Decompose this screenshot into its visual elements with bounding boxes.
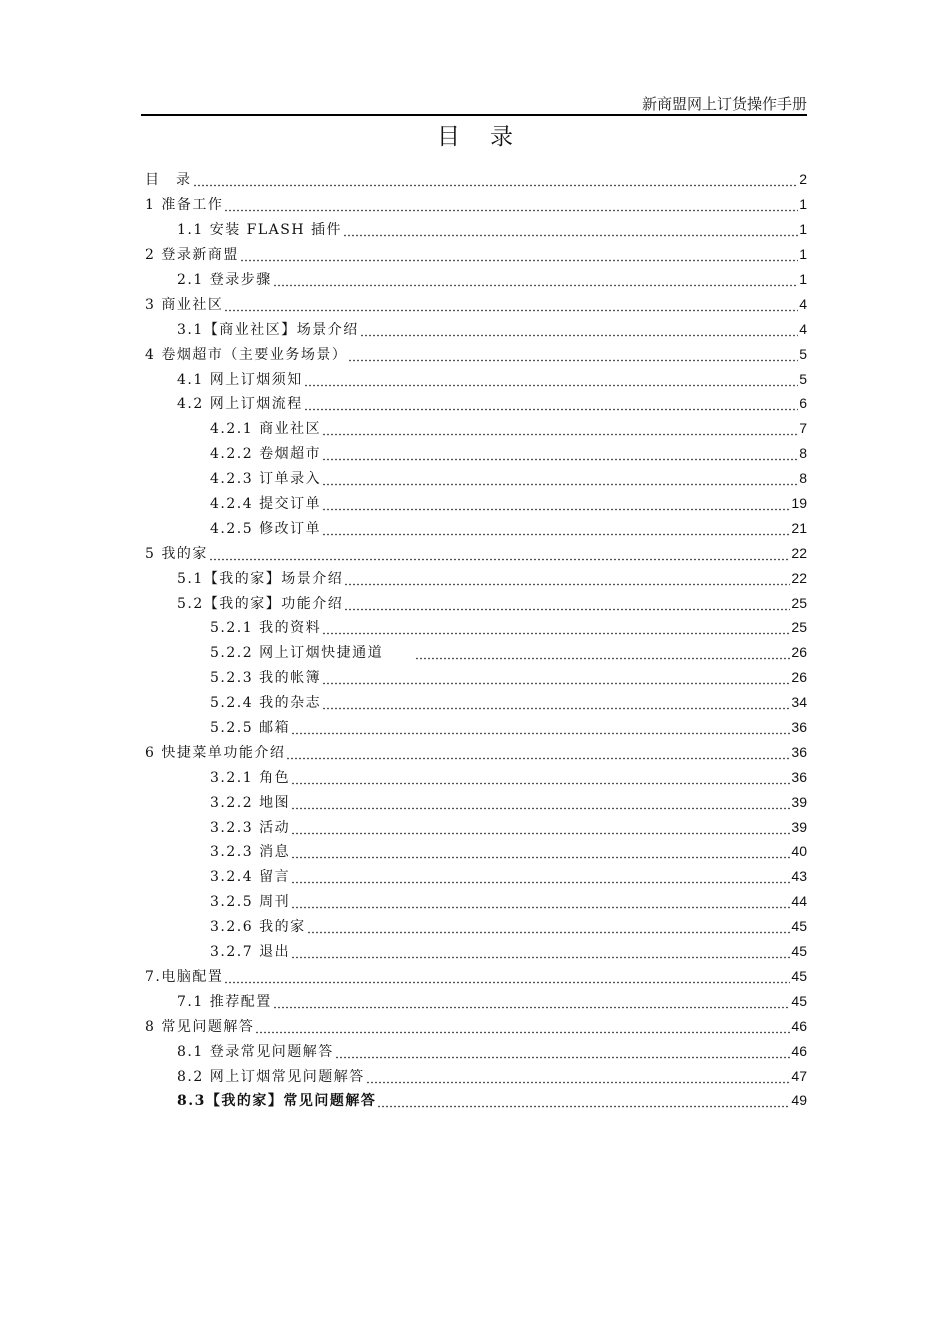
toc-entry[interactable]: [145, 590, 807, 615]
toc-entry[interactable]: [145, 988, 807, 1013]
toc-entry-title: 3.2.1 角色: [210, 769, 291, 786]
dot-leader: [273, 277, 798, 287]
toc-entry-title: 5.2.5 邮箱: [210, 720, 291, 737]
toc-entry-title: 3.2.4 留言: [210, 869, 291, 886]
toc-entry-page-number: 21: [791, 519, 807, 536]
toc-entry-page-number: 22: [791, 544, 807, 561]
toc-entry[interactable]: [145, 914, 807, 939]
toc-entry[interactable]: [145, 739, 807, 764]
dot-leader: [322, 501, 790, 511]
toc-entry-page-number: 5: [799, 370, 807, 387]
toc-entry-page-number: 46: [791, 1017, 807, 1034]
dot-leader: [322, 625, 790, 635]
dot-leader: [255, 1024, 790, 1034]
toc-entry[interactable]: [145, 839, 807, 864]
dot-leader: [224, 302, 798, 312]
toc-entry[interactable]: [145, 665, 807, 690]
dot-leader: [291, 775, 790, 785]
toc-entry[interactable]: [145, 939, 807, 964]
dot-leader: [348, 352, 798, 362]
toc-entry-page-number: 1: [799, 246, 807, 263]
toc-entry-title: 4.2.1 商业社区: [210, 421, 322, 438]
toc-entry[interactable]: [145, 192, 807, 217]
toc-entry-title: 4.2.3 订单录入: [210, 471, 322, 488]
toc-entry-page-number: 25: [791, 619, 807, 636]
toc-entry-title: 3.1【商业社区】场景介绍: [177, 321, 359, 338]
dot-leader: [209, 551, 791, 561]
table-of-contents: [145, 167, 807, 1113]
toc-entry[interactable]: [145, 889, 807, 914]
toc-entry-title: 2.1 登录步骤: [177, 272, 272, 288]
dot-leader: [415, 650, 790, 660]
toc-entry-page-number: 36: [791, 743, 807, 760]
toc-entry-title: 4.2 网上订烟流程: [177, 396, 303, 413]
toc-entry-title: 2 登录新商盟: [145, 247, 239, 264]
toc-entry[interactable]: [145, 789, 807, 814]
toc-entry[interactable]: [145, 341, 807, 366]
toc-entry-title: 8.2 网上订烟常见问题解答: [177, 1068, 365, 1085]
toc-entry-title: 8 常见问题解答: [145, 1018, 255, 1035]
toc-entry[interactable]: [145, 1038, 807, 1063]
toc-entry-title: 1 准备工作: [145, 197, 224, 214]
toc-entry[interactable]: [145, 690, 807, 715]
toc-entry[interactable]: [145, 964, 807, 989]
dot-leader: [291, 849, 790, 859]
toc-entry-title: 7.1 推荐配置: [177, 993, 272, 1010]
toc-entry-title: 8.1 登录常见问题解答: [177, 1043, 334, 1060]
dot-leader: [307, 924, 791, 934]
toc-entry-page-number: 26: [791, 669, 807, 686]
toc-entry-title: 3 商业社区: [145, 296, 224, 313]
dot-leader: [344, 576, 790, 586]
toc-entry-page-number: 43: [791, 868, 807, 885]
toc-entry[interactable]: [145, 565, 807, 590]
toc-entry-page-number: 34: [791, 694, 807, 711]
toc-entry-title: 5 我的家: [145, 545, 208, 562]
toc-entry-title: 3.2.5 周刊: [210, 894, 291, 911]
dot-leader: [322, 675, 790, 685]
dot-leader: [224, 202, 798, 212]
toc-entry-page-number: 19: [791, 495, 807, 512]
toc-entry-title: 6 快捷菜单功能介绍: [145, 744, 286, 761]
dot-leader: [240, 252, 798, 262]
dot-leader: [322, 700, 790, 710]
toc-entry-page-number: 22: [791, 569, 807, 586]
dot-leader: [366, 1074, 791, 1084]
dot-leader: [344, 601, 790, 611]
toc-entry-page-number: 6: [799, 395, 807, 412]
toc-entry[interactable]: [145, 764, 807, 789]
toc-entry-page-number: 7: [799, 420, 807, 437]
toc-entry[interactable]: [145, 391, 807, 416]
toc-entry-page-number: 45: [791, 992, 807, 1009]
toc-entry-title: 4 卷烟超市（主要业务场景）: [145, 346, 348, 363]
dot-leader: [291, 949, 790, 959]
toc-entry-title: 5.2.3 我的帐簿: [210, 670, 322, 687]
toc-entry-title: 8.3【我的家】常见问题解答: [177, 1093, 377, 1110]
toc-entry-page-number: 8: [799, 445, 807, 462]
dot-leader: [377, 1098, 790, 1108]
toc-entry-title: 4.2.5 修改订单: [210, 520, 322, 537]
toc-entry-title: 3.2.3 活动: [210, 819, 291, 836]
toc-entry[interactable]: [145, 416, 807, 441]
dot-leader: [322, 526, 790, 536]
dot-leader: [193, 177, 799, 187]
toc-entry[interactable]: [145, 491, 807, 516]
dot-leader: [335, 1049, 791, 1059]
toc-entry-title: 目 录: [145, 172, 192, 189]
toc-entry-page-number: 39: [791, 818, 807, 835]
toc-entry-page-number: 45: [791, 967, 807, 984]
dot-leader: [291, 725, 790, 735]
toc-entry-page-number: 45: [791, 943, 807, 960]
dot-leader: [291, 800, 790, 810]
toc-entry[interactable]: [145, 441, 807, 466]
toc-entry-title: 4.1 网上订烟须知: [177, 371, 303, 388]
toc-entry-page-number: 1: [799, 271, 807, 287]
toc-entry-page-number: 2: [799, 171, 807, 188]
toc-entry[interactable]: [145, 615, 807, 640]
dot-leader: [322, 476, 798, 486]
toc-entry[interactable]: [145, 1063, 807, 1088]
toc-entry-title: 5.2.1 我的资料: [210, 620, 322, 637]
toc-entry-title: 4.2.2 卷烟超市: [210, 446, 322, 463]
toc-entry[interactable]: [145, 366, 807, 391]
toc-entry-page-number: 45: [791, 918, 807, 935]
toc-entry-page-number: 1: [799, 221, 807, 238]
toc-entry-title: 5.2【我的家】功能介绍: [177, 595, 344, 612]
toc-entry[interactable]: [145, 1013, 807, 1038]
toc-entry[interactable]: [145, 715, 807, 740]
dot-leader: [291, 825, 790, 835]
toc-entry-page-number: 49: [791, 1092, 807, 1109]
toc-entry[interactable]: [145, 814, 807, 839]
toc-entry-page-number: 39: [791, 793, 807, 810]
toc-entry[interactable]: [145, 291, 807, 316]
toc-entry[interactable]: [145, 864, 807, 889]
header-divider: [141, 114, 807, 116]
dot-leader: [322, 451, 798, 461]
toc-entry-page-number: 26: [791, 644, 807, 661]
dot-leader: [343, 227, 798, 237]
dot-leader: [304, 401, 798, 411]
toc-entry[interactable]: [145, 540, 807, 565]
toc-entry-page-number: 1: [799, 196, 807, 213]
toc-entry-page-number: 47: [791, 1067, 807, 1084]
toc-entry-title: 3.2.7 退出: [210, 944, 291, 961]
toc-entry-page-number: 36: [791, 719, 807, 736]
toc-entry[interactable]: [145, 167, 807, 192]
dot-leader: [322, 426, 798, 436]
dot-leader: [291, 874, 790, 884]
toc-entry-title: 5.2.2 网上订烟快捷通道: [210, 645, 415, 662]
toc-entry[interactable]: [145, 242, 807, 267]
dot-leader: [304, 377, 798, 387]
toc-entry-page-number: 8: [799, 470, 807, 487]
toc-entry-title: 3.2.2 地图: [210, 794, 291, 811]
toc-entry-title: 5.2.4 我的杂志: [210, 695, 322, 712]
toc-entry-page-number: 46: [791, 1042, 807, 1059]
toc-entry-page-number: 4: [799, 320, 807, 337]
toc-entry[interactable]: [145, 316, 807, 341]
toc-entry[interactable]: [145, 267, 807, 292]
dot-leader: [286, 750, 790, 760]
toc-entry[interactable]: [145, 515, 807, 540]
toc-entry-page-number: 25: [791, 594, 807, 611]
toc-entry-page-number: 40: [791, 843, 807, 860]
toc-entry-page-number: 5: [799, 345, 807, 362]
toc-entry-page-number: 44: [791, 893, 807, 910]
toc-entry-title: 3.2.3 消息: [210, 844, 291, 861]
toc-entry[interactable]: [145, 217, 807, 242]
dot-leader: [273, 999, 791, 1009]
toc-entry-page-number: 4: [799, 295, 807, 312]
toc-title: 目录: [437, 124, 543, 150]
toc-entry-title: 7.电脑配置: [145, 968, 224, 985]
dot-leader: [224, 974, 790, 984]
dot-leader: [291, 899, 790, 909]
toc-entry[interactable]: [145, 640, 807, 665]
dot-leader: [360, 327, 798, 337]
toc-entry-title: 4.2.4 提交订单: [210, 496, 322, 513]
running-header: 新商盟网上订货操作手册: [641, 95, 807, 113]
toc-entry[interactable]: [145, 1088, 807, 1113]
toc-entry[interactable]: [145, 466, 807, 491]
toc-entry-title: 3.2.6 我的家: [210, 919, 306, 936]
toc-entry-title: 5.1【我的家】场景介绍: [177, 570, 344, 587]
toc-entry-page-number: 36: [791, 768, 807, 785]
toc-entry-title: 1.1 安装 FLASH 插件: [177, 222, 343, 239]
